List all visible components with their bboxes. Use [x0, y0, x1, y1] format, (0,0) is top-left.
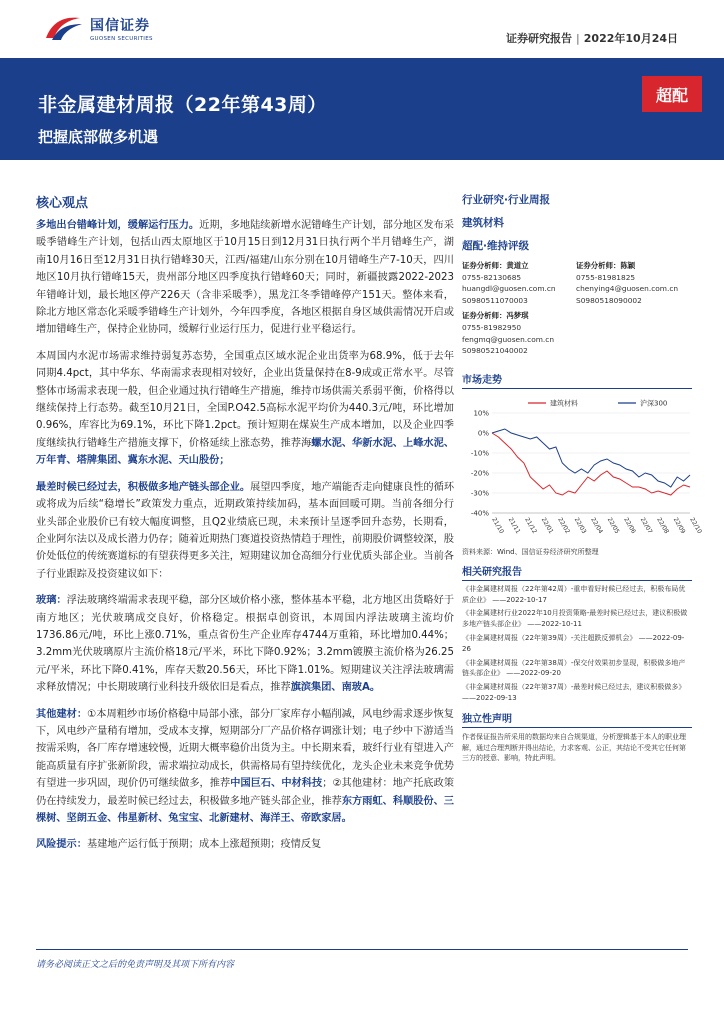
x-tick-label: 21/12: [523, 516, 538, 535]
paragraph-body: 本周国内水泥市场需求维持弱复苏态势，全国重点区域水泥企业出货率为68.9%，低于去年同期4.4pct，其中华东、华南需求表现相对较好，企业出货量保持在8-9成或正常水平。尽管整体市场需求表现一般，但企业通过执行错峰生产措施，维持市场供需关系弱平衡，价格得以继续保持上行态势。截至10月21日，全国P.O42.5高标水泥平均价为440.3元/吨，环比增加0.96%，库容比为69.1%，环比下降1.2pct。预计短期在煤炭生产成本增加，以及企业四季度继续执行错峰生产措施支撑下，价格延续上涨态势，推荐海: [36, 350, 454, 449]
statement-title: 独立性声明: [462, 710, 692, 728]
paragraph-body: 展望四季度，地产端能否走向健康良性的循环或将成为后续“稳增长”政策发力重点，近期政策持续加码，基本面回暖可期。当前各细分行业头部企业股价已有较大幅度调整，且Q2业绩底已现，未来预计呈逐季回升态势，长期看，企业阿尔法以及成长潜力仍存；随着近期热门赛道投资热情趋于理性，前期股价调整较深，股价处低位的传统赛道标的有望获得更多关注，短期建议加仓高细分行业优质头部企业。当前各子行业跟踪及投资建议如下：: [36, 481, 455, 580]
paragraph-risk: [36, 836, 454, 853]
x-tick-label: 22/06: [622, 516, 637, 535]
paragraph-body: ①本周粗纱市场价格稳中局部小涨，部分厂家库存小幅削减，风电纱需求逐步恢复下，风电纱产量稍有增加，受成本支撑，短期部分厂产品价格存调涨计划；电子纱中下游适当按需采购，各厂库存增速较慢，近期大概率稳价出货为主。中长期来看，玻纤行业有望进入产能高质量有序扩张新阶段，需求端拉动成长，供需格局有望持续优化，龙头企业未来竞争优势有望进一步巩固，现价仍可继续做多，推荐: [36, 708, 454, 790]
analyst-card: [576, 260, 696, 306]
industry-label: 行业研究·行业周报: [462, 194, 550, 206]
related-report-item[interactable]: 《非金属建材周报（22年第37周）-最差时候已经过去，建议积极做多》 ——2022-09-13: [462, 683, 686, 702]
y-tick-label: -20%: [470, 469, 489, 478]
analyst-card: [462, 260, 572, 306]
paragraph-body: 基建地产运行低于预期；成本上涨超预期；疫情反复: [86, 839, 322, 851]
x-tick-label: 21/10: [490, 516, 505, 535]
analyst-name: 证券分析师：陈颖: [576, 261, 636, 270]
report-subtitle: 把握底部做多机遇: [38, 128, 159, 146]
paragraph-cement-peak: [36, 217, 454, 339]
legend-label: 沪深300: [640, 399, 668, 408]
paragraph-heading: 风险提示：: [36, 839, 87, 851]
analyst-name: 证券分析师：黄道立: [462, 261, 529, 270]
x-tick-label: 22/02: [556, 516, 571, 535]
page-header: [0, 0, 724, 58]
footer-disclaimer: 请务必阅读正文之后的免责声明及其项下所有内容: [36, 960, 235, 970]
related-report-item[interactable]: 《非金属建材周报（22年第39周）-关注超跌反弹机会》 ——2022-09-26: [462, 633, 685, 653]
guosen-logo: [44, 12, 153, 44]
x-tick-label: 22/09: [671, 516, 687, 535]
recommended-stocks: 东方雨虹、科顺股份、三棵树、坚朗五金、伟星新材、兔宝宝、北新建材、海洋王、帝欧家居。: [36, 795, 454, 824]
sector-label: 建筑材料: [462, 217, 504, 229]
analyst-email[interactable]: fengmq@guosen.com.cn: [462, 334, 555, 344]
analyst-email[interactable]: chenying4@guosen.com.cn: [576, 284, 679, 294]
sidebar: [462, 192, 703, 764]
x-tick-label: 22/01: [539, 516, 555, 535]
recommended-stocks: 旗滨集团、南玻A。: [290, 682, 381, 694]
y-tick-label: -30%: [470, 489, 489, 498]
y-tick-label: 10%: [473, 409, 489, 418]
analyst-cert: S0980511070003: [462, 295, 528, 305]
report-type: [506, 30, 678, 46]
report-type-label: 证券研究报告: [506, 32, 573, 45]
analyst-cert: S0980521040002: [462, 346, 528, 356]
analyst-phone: 0755-82130685: [462, 272, 522, 282]
market-trend-title: 市场走势: [462, 371, 692, 389]
analyst-list: [462, 260, 696, 357]
related-report-item[interactable]: 《非金属建材周报（22年第38周）-保交付效果初步显现，积极做多地产链头部企业》 ——2022-09-20: [462, 658, 686, 678]
legend-label: 建筑材料: [550, 399, 578, 408]
market-trend-chart: [462, 395, 703, 545]
paragraph-cement-market: [36, 348, 454, 470]
paragraph-other-materials: [36, 706, 454, 828]
report-date: 2022年10月24日: [583, 32, 678, 45]
logo-name-en: GUOSEN SECURITIES: [90, 35, 153, 42]
x-tick-label: 22/04: [589, 516, 604, 535]
series-line-csi300: [492, 429, 690, 487]
paragraph-heading: 其他建材：: [36, 708, 88, 720]
related-report-item[interactable]: 《非金属建材周报（22年第42周）-重申看好时候已经过去，积极布局优质企业》 ——2022-10-17: [462, 584, 686, 604]
trend-chart-svg: [462, 395, 703, 545]
separator: |: [576, 32, 580, 45]
paragraph-heading: 玻璃：: [36, 595, 67, 607]
paragraph-body-cont: ；②其他建材：地产托底政策仍在持续发力，最差时候已经过去，积极做多地产链头部企业，推荐: [36, 778, 455, 807]
x-tick-label: 22/10: [688, 516, 703, 535]
series-line-building-materials: [492, 433, 690, 495]
paragraph-heading: 多地出台错峰计划，缓解运行压力。: [36, 220, 200, 231]
x-tick-label: 22/07: [638, 516, 654, 535]
logo-name: 国信证券: [90, 17, 150, 34]
sector-rating: 超配·维持评级: [462, 240, 529, 252]
analyst-name: 证券分析师：冯梦琪: [462, 311, 529, 321]
analyst-cert: S0980518090002: [576, 295, 642, 305]
analyst-card: [462, 310, 572, 356]
paragraph-glass: [36, 592, 454, 696]
recommended-stocks: 中国巨石、中材科技: [230, 778, 323, 790]
independence-statement: 作者保证报告所采用的数据均来自合规渠道，分析逻辑基于本人的职业理解，通过合理判断并得出结论，力求客观、公正，其结论不受其它任何第三方的授意、影响，特此声明。: [462, 732, 686, 763]
rating-badge: 超配: [642, 76, 702, 112]
title-banner: [0, 58, 724, 160]
analyst-phone: 0755-81982950: [462, 322, 522, 332]
report-title: 非金属建材周报（22年第43周）: [38, 94, 327, 116]
related-reports-title: 相关研究报告: [462, 563, 692, 581]
chart-source: 资料来源：Wind、国信证券经济研究所整理: [462, 547, 599, 556]
analyst-phone: 0755-81981825: [576, 272, 636, 282]
guosen-logo-icon: [44, 12, 84, 44]
core-views-section: [36, 192, 454, 863]
core-views-title: 核心观点: [36, 196, 89, 211]
analyst-email[interactable]: huangdl@guosen.com.cn: [462, 284, 556, 294]
paragraph-body: 近期，多地陆续新增水泥错峰生产计划，部分地区发布采暖季错峰生产计划，包括山西太原地区于10月15日到12月31日执行两个半月错峰生产，湖南10月16日至12月31日执行错峰30天，江西/福建/山东分别在10月错峰生产7-10天，四川地区10月执行错峰15天，贵州部分地区四季度执行错峰60天；同时，新疆披露2022-2023年错峰计划，最长地区停产226天（含非采暖季），黑龙江冬季错峰停产151天。整体来看，除北方地区常态化采暖季错峰生产计划外，今年四季度，各地区根据自身区域供需情况开启或增加错峰生产，保持企业协同，缓解行业运行压力，促进行业平稳运行。: [36, 220, 454, 336]
y-tick-label: -10%: [470, 449, 489, 458]
y-tick-label: 0%: [477, 429, 489, 438]
x-tick-label: 21/11: [506, 516, 522, 535]
paragraph-body: 浮法玻璃终端需求表现平稳，部分区域价格小涨，整体基本平稳，北方地区出货略好于南方地区；光伏玻璃成交良好，价格稳定。根据卓创资讯，本周国内浮法玻璃主流均价1736.86元/吨，环比上涨0.71%，重点省份生产企业库存4744万重箱，环比增加0.44%；3.2mm光伏玻璃原片主流价格18元/平米，环比下降0.92%；3.2mm镀膜主流价格为26.25元/平米，环比下降0.41%，库存天数20.56天，环比下降1.01%。短期建议关注浮法玻璃需求释放情况；中长期玻璃行业科技升级依旧是看点，推荐: [36, 595, 455, 694]
related-report-item[interactable]: 《非金属建材行业2022年10月投资策略-最差时候已经过去，建议积极做多地产链头部企业》 ——2022-10-11: [462, 609, 688, 629]
paragraph-heading: 最差时候已经过去，积极做多地产链头部企业。: [36, 481, 251, 493]
x-tick-label: 22/05: [605, 516, 621, 535]
x-tick-label: 22/03: [572, 516, 588, 535]
y-tick-label: -40%: [470, 509, 489, 518]
x-tick-label: 22/08: [655, 516, 670, 535]
recommended-stocks: 螺水泥、华新水泥、上峰水泥、万年青、塔牌集团、冀东水泥、天山股份；: [36, 437, 455, 467]
footer-divider: [36, 949, 688, 950]
paragraph-real-estate: [36, 479, 454, 583]
